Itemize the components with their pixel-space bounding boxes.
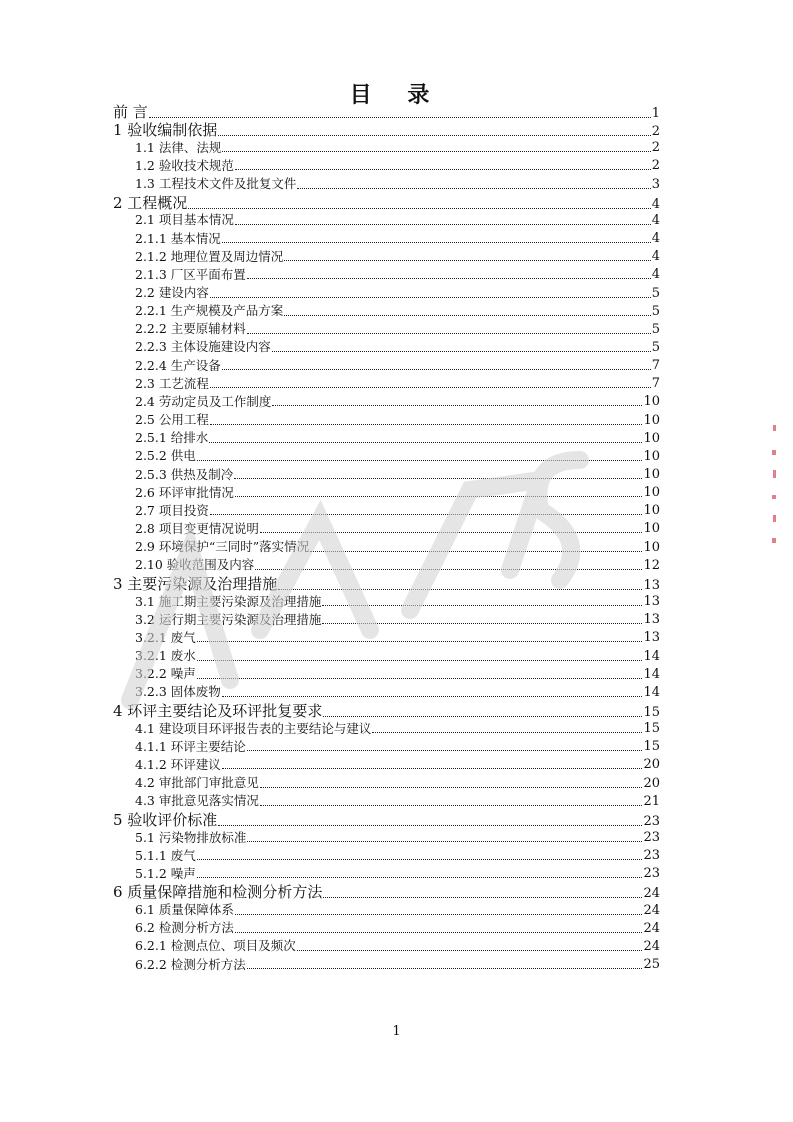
toc-entry-label: 6.2.2 检测分析方法 xyxy=(135,956,246,972)
dot-leader xyxy=(323,715,642,717)
seal-edge-mark xyxy=(770,420,780,560)
toc-section-entry xyxy=(135,668,660,681)
toc-entry-label: 2.2 建设内容 xyxy=(135,285,209,300)
toc-entry-label: 2.9 环境保护“三同时”落实情况 xyxy=(135,539,310,555)
toc-entry-label: 2.6 环评审批情况 xyxy=(135,484,234,500)
toc-entry-label: 前 言 xyxy=(113,103,148,121)
toc-section-entry xyxy=(135,631,660,644)
toc-section-entry xyxy=(135,232,660,245)
dot-leader xyxy=(197,659,643,661)
toc-entry-label: 2.2.2 主要原辅材料 xyxy=(135,321,246,337)
toc-entry-page: 15 xyxy=(643,704,660,720)
toc-entry-label: 2.5.3 供热及制冷 xyxy=(135,466,234,482)
dot-leader xyxy=(278,588,642,590)
toc-entry-page: 4 xyxy=(651,267,660,283)
dot-leader xyxy=(235,931,643,933)
toc-section-entry xyxy=(135,178,660,191)
toc-entry-label: 2.2.3 主体设施建设内容 xyxy=(135,339,271,355)
toc-entry-page: 10 xyxy=(643,503,660,519)
toc-section-entry xyxy=(135,305,660,318)
toc-section-entry xyxy=(135,940,660,953)
toc-entry-page: 2 xyxy=(651,124,660,140)
page-number: 1 xyxy=(392,1024,401,1039)
toc-entry-page: 15 xyxy=(643,721,660,737)
toc-entry-label: 5.1.2 噪声 xyxy=(135,865,196,881)
toc-section-entry xyxy=(135,341,660,354)
toc-entry-page: 10 xyxy=(643,539,660,555)
toc-chapter-entry xyxy=(113,123,660,138)
toc-entry-page: 13 xyxy=(643,630,660,646)
toc-entry-label: 6.1 质量保障体系 xyxy=(135,902,234,918)
dot-leader xyxy=(372,731,642,733)
toc-entry-page: 13 xyxy=(643,612,660,628)
toc-entry-label: 2.7 项目投资 xyxy=(135,502,209,518)
toc-section-entry xyxy=(135,359,660,372)
toc-chapter-entry xyxy=(113,105,660,120)
dot-leader xyxy=(188,207,650,209)
toc-section-entry xyxy=(135,377,660,390)
toc-entry-page: 5 xyxy=(651,321,660,337)
toc-entry-label: 6 质量保障措施和检测分析方法 xyxy=(113,883,323,902)
toc-section-entry xyxy=(135,432,660,445)
toc-entry-label: 2.4 劳动定员及工作制度 xyxy=(135,393,272,409)
toc-entry-label: 3.2.1 废水 xyxy=(135,648,196,663)
toc-section-entry xyxy=(135,541,660,554)
toc-entry-page: 23 xyxy=(643,866,660,882)
toc-entry-page: 10 xyxy=(643,394,660,410)
toc-entry-label: 2.1 项目基本情况 xyxy=(135,212,234,228)
toc-entry-page: 3 xyxy=(651,176,660,192)
toc-section-entry xyxy=(135,214,660,227)
dot-leader xyxy=(323,896,642,898)
dot-leader xyxy=(222,368,651,370)
toc-entry-label: 3 主要污染源及治理措施 xyxy=(113,574,278,593)
toc-section-entry xyxy=(135,795,660,808)
dot-leader xyxy=(247,840,642,842)
dot-leader xyxy=(197,677,643,679)
toc-section-entry xyxy=(135,613,660,626)
toc-entry-page: 24 xyxy=(643,902,660,918)
toc-entry-label: 5.1 污染物排放标准 xyxy=(135,829,247,845)
dot-leader xyxy=(322,622,642,624)
toc-entry-label: 4.3 审批意见落实情况 xyxy=(135,793,259,809)
dot-leader xyxy=(235,168,651,170)
toc-entry-label: 6.2.1 检测点位、项目及频次 xyxy=(135,938,296,954)
toc-section-entry xyxy=(135,831,660,844)
toc-entry-page: 23 xyxy=(643,830,660,845)
dot-leader xyxy=(284,314,650,316)
toc-section-entry xyxy=(135,559,660,572)
toc-section-entry xyxy=(135,287,660,300)
toc-entry-page: 21 xyxy=(643,793,660,809)
dot-leader xyxy=(209,441,642,443)
dot-leader xyxy=(284,259,650,261)
dot-leader xyxy=(234,477,642,479)
dot-leader xyxy=(310,550,642,552)
toc-entry-label: 3.1 施工期主要污染源及治理措施 xyxy=(135,593,322,609)
toc-entry-label: 4.1 建设项目环评报告表的主要结论与建议 xyxy=(135,720,372,736)
toc-section-entry xyxy=(135,395,660,408)
toc-entry-page: 4 xyxy=(651,249,660,265)
dot-leader xyxy=(218,824,642,826)
dot-leader xyxy=(260,804,643,806)
toc-entry-label: 2.2.4 生产设备 xyxy=(135,357,221,373)
toc-section-entry xyxy=(135,740,660,753)
toc-chapter-entry xyxy=(113,701,660,720)
toc-entry-page: 2 xyxy=(651,158,660,174)
toc-entry-page: 23 xyxy=(643,813,660,829)
dot-leader xyxy=(210,386,651,388)
dot-leader xyxy=(247,967,643,969)
dot-leader xyxy=(197,876,643,878)
toc-section-entry xyxy=(135,268,660,281)
dot-leader xyxy=(197,640,643,642)
dot-leader xyxy=(260,531,643,533)
toc-entry-page: 5 xyxy=(651,285,660,301)
toc-section-entry xyxy=(135,777,660,790)
toc-entry-page: 7 xyxy=(651,376,660,392)
toc-section-entry xyxy=(135,722,660,735)
toc-entry-page: 20 xyxy=(643,757,660,773)
toc-section-entry xyxy=(135,595,660,608)
toc-entry-label: 2.1.1 基本情况 xyxy=(135,230,221,246)
toc-entry-label: 4 环评主要结论及环评批复要求 xyxy=(113,701,323,720)
toc-entry-page: 4 xyxy=(651,212,660,228)
toc-entry-label: 3.2.1 废气 xyxy=(135,629,196,645)
dot-leader xyxy=(235,495,643,497)
dot-leader xyxy=(210,296,651,298)
dot-leader xyxy=(247,277,651,279)
dot-leader xyxy=(210,423,643,425)
toc-entry-label: 5 验收评价标准 xyxy=(113,810,218,829)
toc-entry-label: 4.1.1 环评主要结论 xyxy=(135,738,246,754)
toc-entry-page: 1 xyxy=(651,106,660,121)
toc-entry-page: 10 xyxy=(643,430,660,446)
toc-entry-page: 24 xyxy=(643,920,660,936)
toc-chapter-entry xyxy=(113,810,660,829)
dot-leader xyxy=(297,187,650,189)
toc-entry-page: 12 xyxy=(643,557,660,573)
dot-leader xyxy=(272,350,651,352)
toc-entry-page: 24 xyxy=(643,886,660,902)
dot-leader xyxy=(247,332,651,334)
toc-chapter-entry xyxy=(113,193,660,212)
toc-chapter-entry xyxy=(113,885,660,900)
toc-entry-page: 4 xyxy=(651,231,660,247)
dot-leader xyxy=(222,150,650,152)
dot-leader xyxy=(247,749,643,751)
toc-entry-page: 14 xyxy=(643,684,660,700)
toc-entry-label: 3.2 运行期主要污染源及治理措施 xyxy=(135,611,322,627)
dot-leader xyxy=(272,404,642,406)
toc-entry-page: 5 xyxy=(651,339,660,355)
toc-entry-label: 2.5 公用工程 xyxy=(135,412,209,428)
toc-entry-page: 2 xyxy=(651,140,660,156)
toc-chapter-entry xyxy=(113,574,660,593)
toc-section-entry xyxy=(135,650,660,663)
toc-entry-page: 7 xyxy=(651,358,660,374)
toc-section-entry xyxy=(135,522,660,535)
toc-entry-label: 2.1.2 地理位置及周边情况 xyxy=(135,248,284,264)
toc-title: 目 录 xyxy=(349,82,444,108)
toc-entry-label: 1 验收编制依据 xyxy=(113,121,218,140)
toc-section-entry xyxy=(135,250,660,263)
toc-section-entry xyxy=(135,867,660,880)
dot-leader xyxy=(197,858,643,860)
dot-leader xyxy=(218,134,650,136)
toc-entry-label: 2.2.1 生产规模及产品方案 xyxy=(135,303,284,319)
toc-entry-page: 20 xyxy=(643,775,660,791)
toc-entry-page: 25 xyxy=(643,957,660,973)
toc-section-entry xyxy=(135,141,660,154)
toc-entry-page: 24 xyxy=(643,938,660,954)
toc-entry-label: 1.2 验收技术规范 xyxy=(135,157,234,173)
toc-entry-page: 5 xyxy=(651,303,660,319)
toc-entry-page: 4 xyxy=(651,196,660,212)
dot-leader xyxy=(235,223,651,225)
toc-entry-page: 10 xyxy=(643,467,660,482)
toc-section-entry xyxy=(135,904,660,917)
toc-section-entry xyxy=(135,450,660,463)
toc-section-entry xyxy=(135,468,660,481)
dot-leader xyxy=(210,513,643,515)
toc-entry-label: 2.10 验收范围及内容 xyxy=(135,557,255,573)
toc-entry-label: 3.2.2 噪声 xyxy=(135,666,196,682)
toc-section-entry xyxy=(135,159,660,172)
dot-leader xyxy=(297,949,643,951)
toc-entry-page: 10 xyxy=(643,521,660,537)
dot-leader xyxy=(260,786,643,788)
toc-entry-label: 2.8 项目变更情况说明 xyxy=(135,520,259,536)
toc-entry-page: 23 xyxy=(643,848,660,864)
dot-leader xyxy=(222,695,643,697)
dot-leader xyxy=(322,604,642,606)
toc-entry-page: 15 xyxy=(643,739,660,755)
toc-entry-label: 5.1.1 废气 xyxy=(135,847,196,863)
toc-section-entry xyxy=(135,414,660,427)
toc-section-entry xyxy=(135,486,660,499)
toc-entry-label: 4.2 审批部门审批意见 xyxy=(135,775,259,791)
toc-entry-page: 13 xyxy=(643,594,660,610)
toc-entry-page: 10 xyxy=(643,485,660,501)
toc-entry-page: 13 xyxy=(643,577,660,593)
toc-entry-label: 2.5.1 给排水 xyxy=(135,430,209,446)
toc-entry-label: 1.3 工程技术文件及批复文件 xyxy=(135,176,297,192)
dot-leader xyxy=(149,116,651,118)
dot-leader xyxy=(255,568,642,570)
toc-entry-page: 14 xyxy=(643,666,660,682)
toc-section-entry xyxy=(135,849,660,862)
dot-leader xyxy=(197,459,643,461)
toc-entry-label: 2.1.3 厂区平面布置 xyxy=(135,266,246,282)
toc-entry-label: 4.1.2 环评建议 xyxy=(135,756,221,772)
toc-entry-page: 10 xyxy=(643,412,660,428)
dot-leader xyxy=(235,913,643,915)
toc-entry-page: 14 xyxy=(643,648,660,664)
toc-section-entry xyxy=(135,323,660,336)
dot-leader xyxy=(222,767,643,769)
toc-entry-label: 6.2 检测分析方法 xyxy=(135,920,234,936)
toc-section-entry xyxy=(135,958,660,971)
toc-section-entry xyxy=(135,504,660,517)
dot-leader xyxy=(222,241,651,243)
toc-entry-page: 10 xyxy=(643,448,660,464)
toc-entry-label: 1.1 法律、法规 xyxy=(135,139,222,155)
toc-section-entry xyxy=(135,758,660,771)
toc-section-entry xyxy=(135,922,660,935)
toc-entry-label: 2.5.2 供电 xyxy=(135,448,196,464)
toc-entry-label: 3.2.3 固体废物 xyxy=(135,684,221,700)
toc-entry-label: 2.3 工艺流程 xyxy=(135,375,209,391)
toc-section-entry xyxy=(135,686,660,699)
toc-entry-label: 2 工程概况 xyxy=(113,193,188,212)
